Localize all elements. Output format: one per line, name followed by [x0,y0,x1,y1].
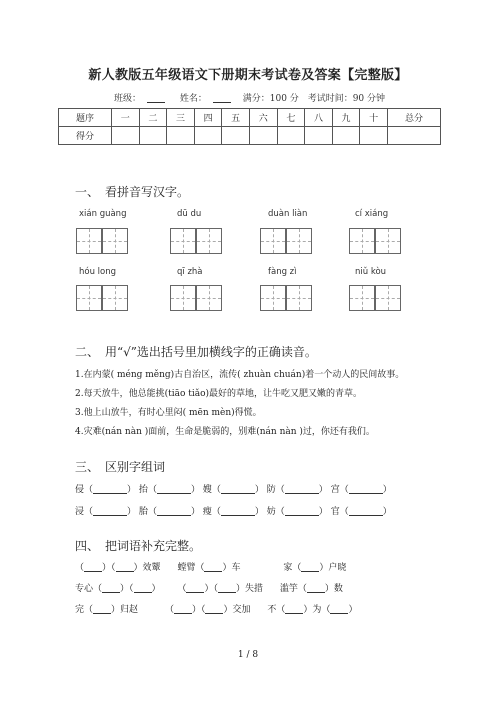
char: 妨 [266,507,276,517]
answer-blank[interactable] [301,562,319,572]
char: 防 [266,485,276,495]
char: 浸 [75,507,85,517]
score-table [58,108,441,145]
answer-blank[interactable] [93,506,127,516]
score-cell[interactable] [360,127,388,145]
char: 官 [330,507,340,517]
char: 宫 [330,485,340,495]
answer-blank[interactable] [349,484,383,494]
header-cell: 三 [167,109,195,127]
score-cell[interactable] [332,127,360,145]
idiom-part: 归赵 [120,605,139,615]
idiom-part: 不 [267,605,277,615]
score-cell[interactable] [139,127,167,145]
header-cell: 七 [277,109,305,127]
answer-blank[interactable] [221,484,255,494]
idiom-part: 车 [231,563,241,573]
score-cell[interactable] [194,127,222,145]
header-cell: 十 [360,109,388,127]
class-label: 班级： [113,94,141,104]
idiom-part: 滥竽 [279,584,298,594]
char-box[interactable] [102,285,128,311]
exam-time: 考试时间：90 分钟 [307,94,386,104]
idiom-part: 效颦 [142,563,161,573]
section4-heading: 四、 把词语补充完整。 [75,539,202,553]
answer-blank[interactable] [221,506,255,516]
header-cell: 九 [332,109,360,127]
question-line: 4.灾难(nán nàn )面前，生命是脆弱的，别难(nán nàn )过，你还有我们。 [75,427,375,437]
answer-blank[interactable] [307,583,325,593]
answer-blank[interactable] [205,604,223,614]
idiom-row: 完（ ）归赵 （ ）（ ）交加 不（ ）为（ ） [75,605,358,615]
score-cell[interactable] [305,127,333,145]
char-box[interactable] [375,228,401,254]
header-cell: 四 [194,109,222,127]
header-cell: 八 [305,109,333,127]
section1-heading: 一、 看拼音写汉字。 [75,185,190,199]
pinyin: cí xiáng [355,209,389,219]
char: 瘦 [202,507,212,517]
name-label: 姓名： [179,94,207,104]
section3-heading: 三、 区别字组词 [75,460,166,474]
char: 抬 [138,485,148,495]
answer-blank[interactable] [285,506,319,516]
char-box[interactable] [196,228,222,254]
idiom-part: 失措 [244,584,263,594]
idiom-part: 完 [75,605,85,615]
answer-blank[interactable] [204,562,222,572]
char-box[interactable] [260,228,286,254]
answer-blank[interactable] [349,506,383,516]
char-box[interactable] [286,228,312,254]
answer-blank[interactable] [157,506,191,516]
answer-blank[interactable] [93,484,127,494]
idiom-part: 专心 [75,584,94,594]
page-number: 1 / 8 [237,650,259,660]
score-cell[interactable] [277,127,305,145]
word-group-row: 浸（ ） 胎（ ） 瘦（ ） 妨（ ） 官（ ） [75,507,392,517]
char-box[interactable] [349,285,375,311]
header-cell: 一 [112,109,140,127]
pinyin: fàng zì [268,267,297,277]
header-cell: 题序 [59,109,112,127]
page-title: 新人教版五年级语文下册期末考试卷及答案【完整版】 [88,68,408,83]
answer-blank[interactable] [186,583,204,593]
answer-blank[interactable] [285,484,319,494]
answer-blank[interactable] [102,583,120,593]
header-cell: 五 [222,109,250,127]
class-blank[interactable] [147,93,165,103]
idiom-row: 专心（ ）（ ） （ ）（ ）失措 滥竽（ ）数 [75,584,343,594]
header-cell: 总分 [388,109,441,127]
idiom-part: 交加 [232,605,251,615]
char-box[interactable] [170,285,196,311]
pinyin: dū du [177,209,202,219]
answer-blank[interactable] [93,604,111,614]
exam-meta [0,91,496,104]
question-line: 2.每天放牛，他总能挑(tiāo tiǎo)最好的草地，让牛吃又肥又嫩的青草。 [75,389,363,399]
score-cell[interactable] [249,127,277,145]
answer-blank[interactable] [174,604,192,614]
header-cell: 二 [139,109,167,127]
answer-blank[interactable] [116,562,134,572]
pinyin: qī zhà [177,267,203,277]
idiom-part: 螳臂 [177,563,196,573]
score-table-header [59,109,441,127]
answer-blank[interactable] [157,484,191,494]
char-box[interactable] [76,228,102,254]
score-cell[interactable] [222,127,250,145]
idiom-part: 户晓 [328,563,347,573]
score-cell[interactable] [112,127,140,145]
char: 侵 [75,485,85,495]
char: 胎 [138,507,148,517]
answer-blank[interactable] [134,583,152,593]
score-cell[interactable] [167,127,195,145]
idiom-part: 为 [312,605,322,615]
char-box[interactable] [349,228,375,254]
pinyin: xián guàng [79,209,127,219]
char-box[interactable] [286,285,312,311]
char-box[interactable] [196,285,222,311]
score-table-row [59,127,441,145]
word-group-row: 侵（ ） 抬（ ） 嫂（ ） 防（ ） 宫（ ） [75,485,392,495]
full-score: 满分：100 分 [242,94,299,104]
pinyin: duàn liàn [268,209,308,219]
answer-blank[interactable] [84,562,102,572]
pinyin: niǔ kòu [355,267,387,277]
name-blank[interactable] [213,93,231,103]
question-line: 3.他上山放牛，有时心里闷( mēn mèn)得慌。 [75,408,262,418]
char: 嫂 [202,485,212,495]
char-box[interactable] [170,228,196,254]
answer-blank[interactable] [285,604,303,614]
answer-blank[interactable] [218,583,236,593]
idiom-part: 数 [333,584,343,594]
idiom-row: （ ）（ ）效颦 螳臂（ ）车 家（ ）户晓 [75,563,347,573]
char-box[interactable] [375,285,401,311]
score-row-label: 得分 [59,127,112,145]
char-box[interactable] [76,285,102,311]
pinyin: hóu long [79,267,117,277]
header-cell: 六 [249,109,277,127]
question-line: 1.在内蒙( méng měng)古自治区，流传( zhuàn chuán)着一个动人的民间故事。 [75,370,405,380]
section2-heading: 二、 用“√”选出括号里加横线字的正确读音。 [75,345,317,359]
char-box[interactable] [102,228,128,254]
idiom-part: 家 [283,563,293,573]
score-cell[interactable] [388,127,441,145]
char-box[interactable] [260,285,286,311]
answer-blank[interactable] [330,604,348,614]
